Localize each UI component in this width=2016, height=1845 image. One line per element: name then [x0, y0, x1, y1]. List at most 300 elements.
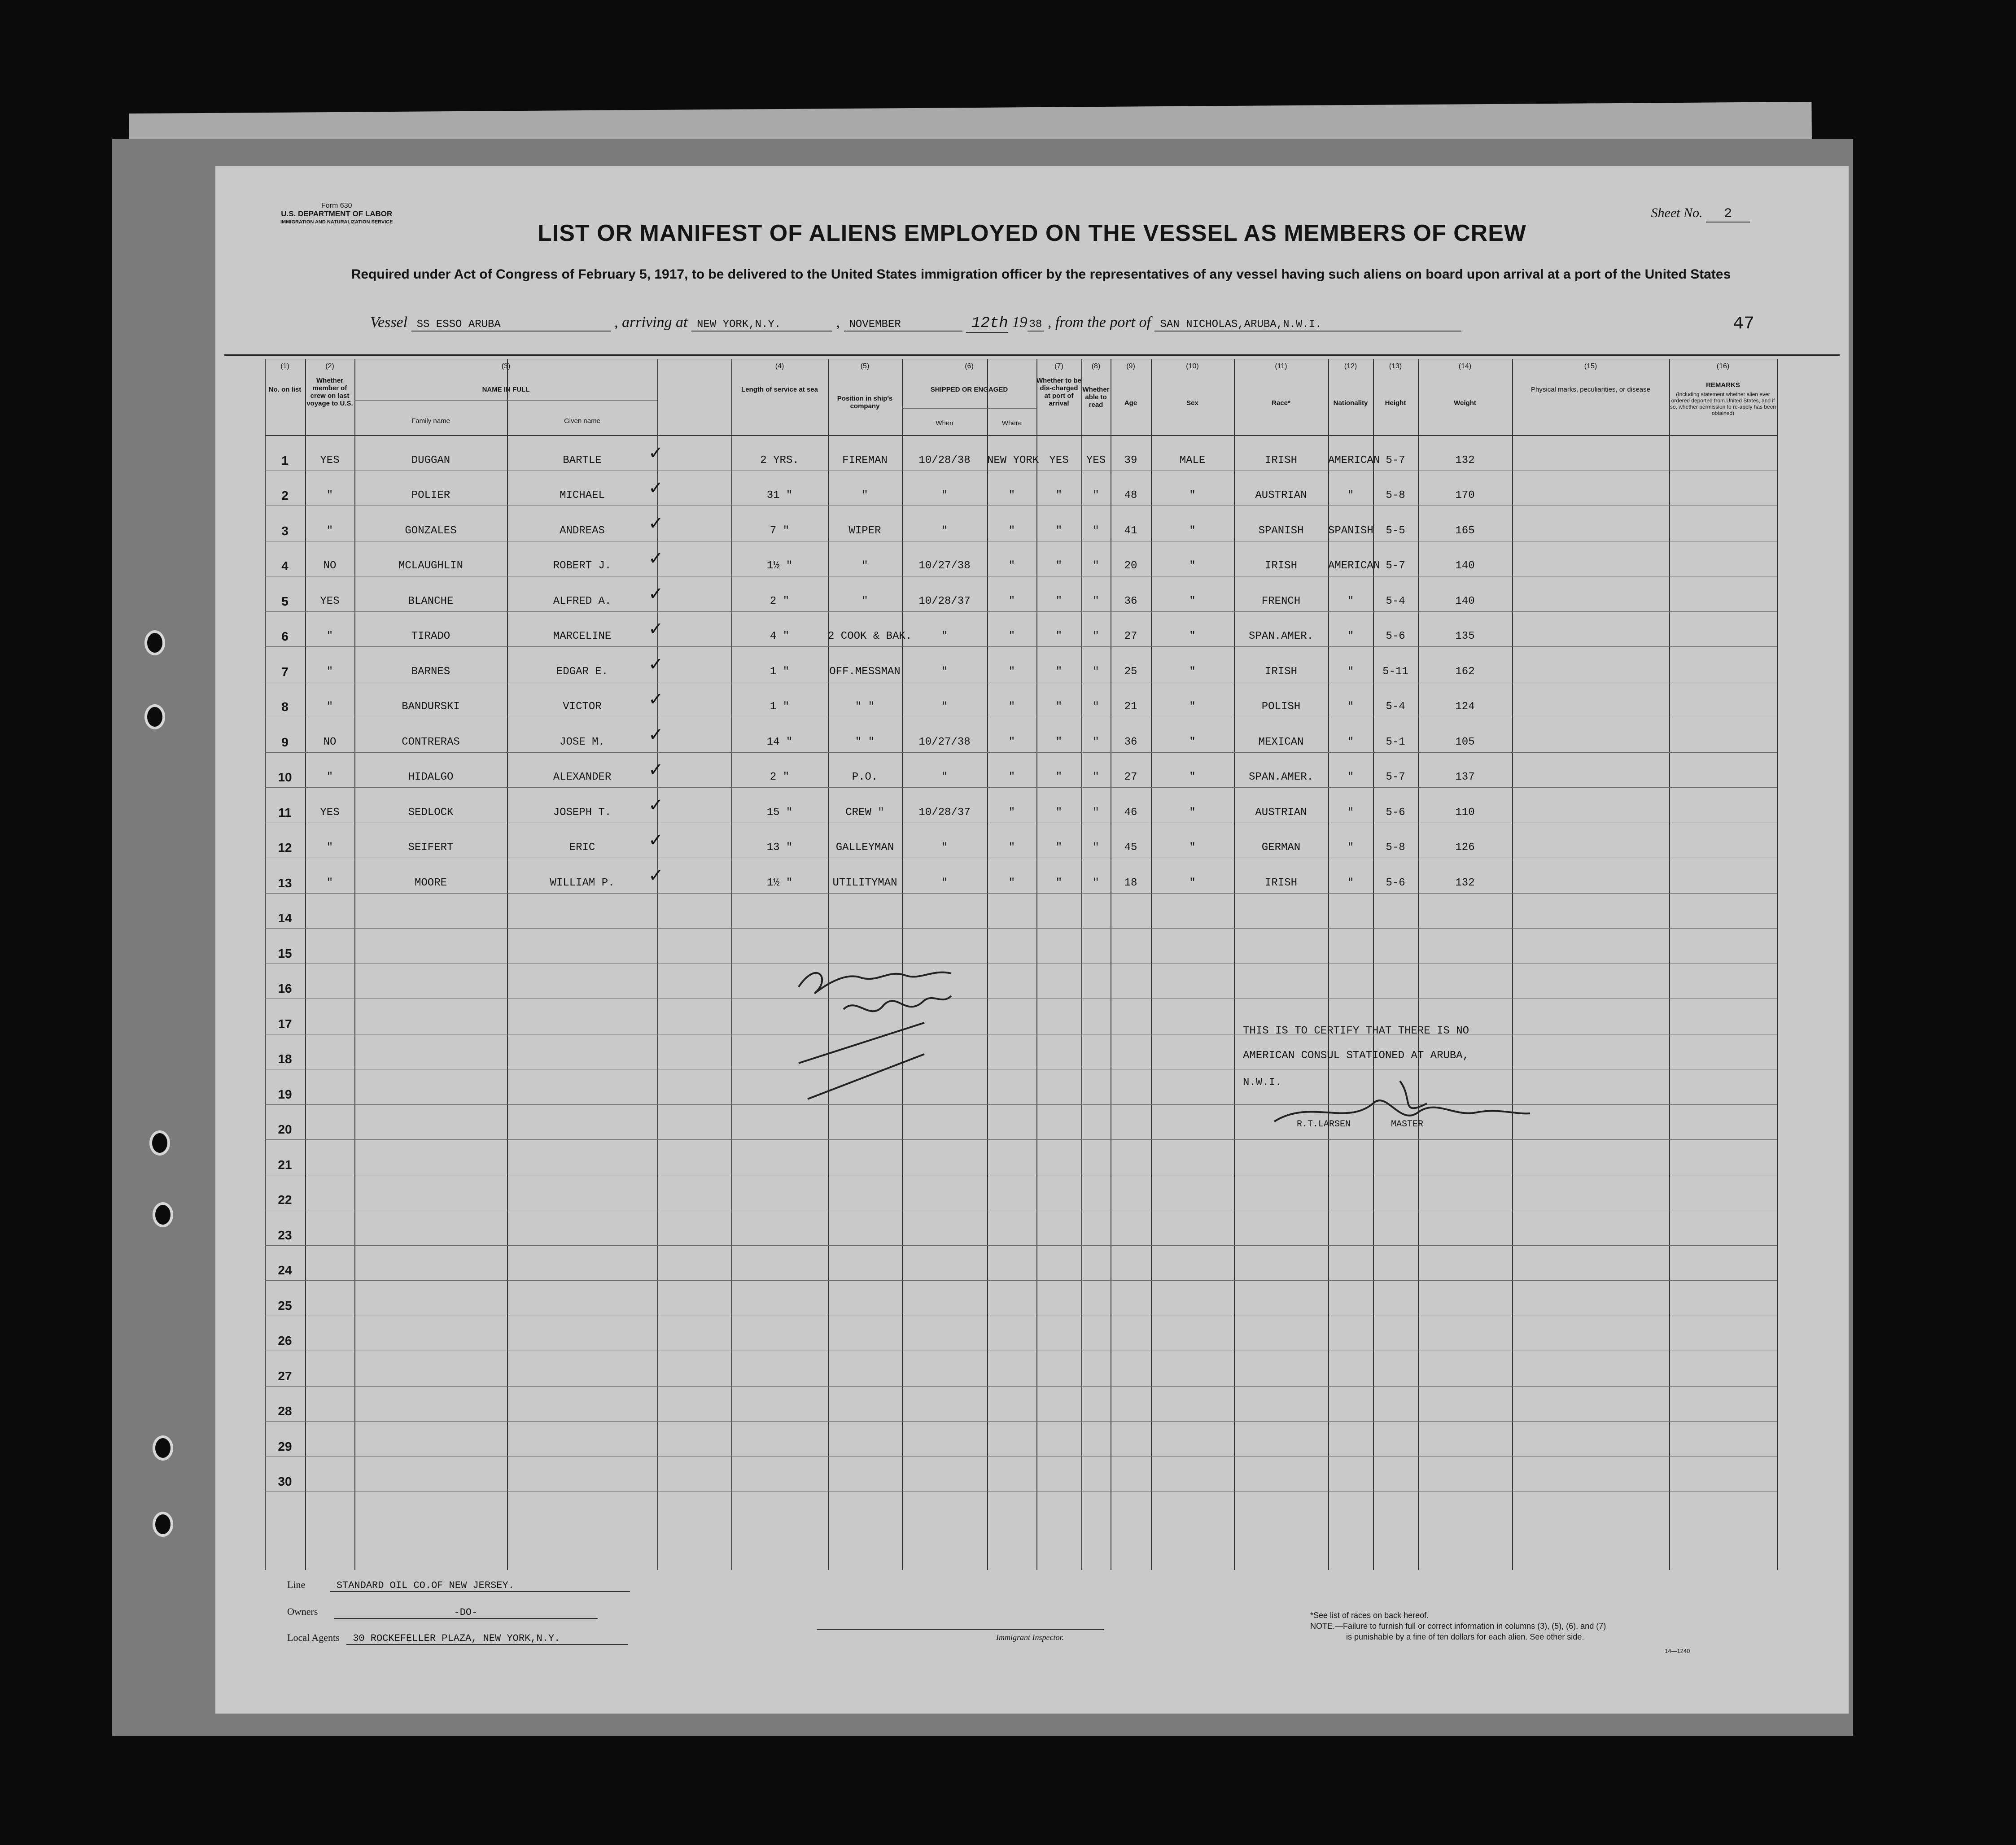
crew-cell-weight: 162	[1455, 665, 1475, 678]
crew-cell-sex: "	[1189, 701, 1196, 713]
crew-table	[265, 359, 1777, 1570]
crew-cell-age: 45	[1124, 842, 1137, 854]
column-number: (5)	[860, 362, 870, 370]
crew-cell-when: "	[941, 524, 948, 537]
check-mark-icon: ✓	[648, 830, 664, 851]
check-mark-icon: ✓	[648, 478, 664, 498]
arrival-month: NOVEMBER	[844, 318, 962, 331]
races-note: *See list of races on back hereof.	[1310, 1611, 1429, 1620]
crew-cell-service: 2 YRS.	[760, 454, 799, 467]
crew-cell-height: 5-8	[1386, 842, 1405, 854]
column-number: (14)	[1458, 362, 1472, 370]
row-number: 16	[278, 981, 292, 995]
crew-cell-position: P.O.	[852, 771, 878, 783]
crew-cell-where: "	[1008, 630, 1015, 642]
header-given-name: Given name	[564, 417, 600, 425]
crew-cell-race: POLISH	[1261, 701, 1301, 713]
crew-cell-family: BLANCHE	[408, 595, 454, 607]
crew-cell-position: "	[862, 560, 868, 572]
crew-cell-nat: "	[1347, 806, 1354, 819]
crew-cell-disch: "	[1055, 560, 1063, 572]
header-weight: Weight	[1454, 399, 1476, 407]
crew-cell-height: 5-1	[1386, 736, 1405, 748]
crew-cell-family: TIRADO	[411, 630, 450, 642]
master-title: MASTER	[1391, 1119, 1424, 1130]
crew-cell-service: 15 "	[766, 806, 793, 819]
penalty-note-2: is punishable by a fine of ten dollars for each alien. See other side.	[1346, 1632, 1584, 1641]
crew-cell-given: JOSE M.	[560, 736, 605, 748]
row-number: 3	[281, 523, 289, 538]
column-number: (13)	[1389, 362, 1402, 370]
row-number: 26	[278, 1334, 292, 1348]
check-mark-icon: ✓	[648, 442, 664, 463]
header-age: Age	[1124, 399, 1137, 407]
header-length-service: Length of service at sea	[741, 386, 818, 393]
binder-hole	[153, 1435, 173, 1461]
row-number: 27	[278, 1369, 292, 1383]
crew-cell-where: "	[1008, 560, 1015, 572]
crew-cell-disch: "	[1055, 630, 1063, 642]
crew-cell-disch: "	[1055, 877, 1063, 889]
crew-cell-service: 31 "	[766, 489, 793, 502]
master-name: R.T.LARSEN	[1297, 1119, 1351, 1130]
voyage-line: Vessel SS ESSO ARUBA , arriving at NEW YORK,N.Y. , NOVEMBER 12th 19 38 , from the port of SAN NICHOLAS,ARUBA,N.W.I.	[370, 314, 1797, 333]
crew-cell-service: 14 "	[766, 736, 793, 748]
row-number: 9	[281, 735, 289, 749]
agents-value: 30 ROCKEFELLER PLAZA, NEW YORK,N.Y.	[346, 1633, 628, 1645]
crew-cell-read: "	[1093, 524, 1099, 537]
crew-cell-nat: "	[1347, 877, 1354, 889]
header-nationality: Nationality	[1333, 399, 1368, 407]
crew-cell-read: "	[1093, 560, 1099, 572]
crew-cell-sex: MALE	[1179, 454, 1206, 467]
crew-cell-position: "	[862, 489, 868, 502]
crew-cell-read: "	[1093, 771, 1099, 783]
crew-cell-position: GALLEYMAN	[835, 842, 894, 854]
header-last-voyage: Whether member of crew on last voyage to U.S.	[306, 377, 353, 407]
crew-cell-family: SEIFERT	[408, 842, 454, 854]
crew-cell-service: 2 "	[770, 595, 790, 607]
crew-cell-sex: "	[1189, 842, 1196, 854]
crew-cell-where: "	[1008, 771, 1015, 783]
crew-cell-race: AUSTRIAN	[1255, 489, 1307, 502]
row-number: 18	[278, 1052, 292, 1066]
crew-cell-when: "	[941, 489, 948, 502]
crew-cell-read: YES	[1086, 454, 1106, 467]
crew-cell-when: 10/28/37	[918, 806, 971, 819]
crew-cell-weight: 165	[1455, 524, 1475, 537]
row-number: 30	[278, 1474, 292, 1488]
crew-cell-prev: "	[326, 630, 333, 642]
crew-cell-given: ANDREAS	[560, 524, 605, 537]
row-number: 28	[278, 1404, 292, 1418]
crew-cell-where: "	[1008, 595, 1015, 607]
crew-cell-when: "	[941, 877, 948, 889]
crew-cell-disch: "	[1055, 489, 1063, 502]
crew-cell-sex: "	[1189, 630, 1196, 642]
crew-cell-where: "	[1008, 524, 1015, 537]
crew-cell-prev: NO	[323, 736, 337, 748]
row-number: 17	[278, 1016, 292, 1031]
crew-cell-race: SPAN.AMER.	[1248, 630, 1314, 642]
row-number: 21	[278, 1157, 292, 1172]
crew-cell-race: GERMAN	[1261, 842, 1301, 854]
crew-cell-given: ALEXANDER	[553, 771, 612, 783]
row-number: 7	[281, 664, 289, 679]
vessel-label: Vessel	[370, 314, 408, 331]
crew-cell-when: "	[941, 665, 948, 678]
header-discharged: Whether to be dis-charged at port of arrival	[1036, 377, 1081, 407]
from-label: , from the port of	[1047, 314, 1151, 331]
crew-cell-sex: "	[1189, 771, 1196, 783]
column-number: (7)	[1054, 362, 1063, 370]
row-number: 1	[281, 453, 289, 467]
header-name-in-full: NAME IN FULL	[482, 386, 530, 393]
crew-cell-family: MCLAUGHLIN	[398, 560, 464, 572]
column-number: (4)	[775, 362, 784, 370]
header-family-name: Family name	[411, 417, 450, 425]
row-number: 11	[278, 805, 292, 820]
header-remarks-note: (Including statement whether alien ever ordered deported from United States, and if so, whether permission to re-apply has been obtained)	[1670, 391, 1776, 416]
check-mark-icon: ✓	[648, 689, 664, 710]
column-number: (11)	[1275, 362, 1287, 370]
crew-cell-prev: NO	[323, 560, 337, 572]
row-number: 15	[278, 946, 292, 960]
crew-cell-disch: "	[1055, 806, 1063, 819]
arrival-year: 38	[1028, 318, 1044, 331]
crew-cell-nat: "	[1347, 665, 1354, 678]
crew-cell-race: SPAN.AMER.	[1248, 771, 1314, 783]
crew-cell-read: "	[1093, 877, 1099, 889]
crew-cell-age: 41	[1124, 524, 1137, 537]
line-value: STANDARD OIL CO.OF NEW JERSEY.	[330, 1580, 630, 1592]
crew-cell-age: 18	[1124, 877, 1137, 889]
certification-line-2: AMERICAN CONSUL STATIONED AT ARUBA,	[1243, 1050, 1469, 1062]
crew-cell-given: EDGAR E.	[556, 665, 608, 678]
crew-cell-service: 13 "	[766, 842, 793, 854]
crew-cell-height: 5-7	[1386, 454, 1405, 467]
crew-cell-position: "	[862, 595, 868, 607]
crew-cell-weight: 110	[1455, 806, 1475, 819]
crew-cell-service: 1 "	[770, 665, 790, 678]
crew-cell-disch: "	[1055, 842, 1063, 854]
crew-cell-nat: "	[1347, 489, 1354, 502]
inspector-signature-line	[817, 1629, 1104, 1630]
agents-label: Local Agents	[287, 1632, 340, 1643]
crew-cell-family: POLIER	[411, 489, 450, 502]
row-number: 25	[278, 1298, 292, 1313]
binder-hole	[153, 1512, 173, 1537]
crew-cell-race: IRISH	[1264, 877, 1297, 889]
print-code: 14—1240	[1665, 1648, 1690, 1654]
crew-cell-race: SPANISH	[1258, 524, 1304, 537]
crew-cell-position: OFF.MESSMAN	[829, 665, 901, 678]
crew-cell-sex: "	[1189, 560, 1196, 572]
certification-line-3: N.W.I.	[1243, 1077, 1282, 1089]
check-mark-icon: ✓	[648, 724, 664, 745]
crew-cell-service: 1½ "	[766, 877, 793, 889]
column-number: (8)	[1091, 362, 1101, 370]
crew-cell-when: "	[941, 842, 948, 854]
row-number: 14	[278, 911, 292, 925]
column-number: (16)	[1716, 362, 1730, 370]
header-position: Position in ship's company	[837, 395, 893, 410]
check-mark-icon: ✓	[648, 548, 664, 569]
binder-hole	[149, 1130, 170, 1156]
crew-cell-given: WILLIAM P.	[550, 877, 615, 889]
crew-cell-prev: "	[326, 665, 333, 678]
crew-cell-disch: "	[1055, 701, 1063, 713]
check-mark-icon: ✓	[648, 865, 664, 886]
departure-port: SAN NICHOLAS,ARUBA,N.W.I.	[1154, 318, 1461, 331]
inspector-signature	[790, 951, 978, 1130]
crew-cell-when: "	[941, 630, 948, 642]
crew-cell-position: UTILITYMAN	[832, 877, 897, 889]
crew-cell-prev: "	[326, 489, 333, 502]
crew-cell-race: IRISH	[1264, 665, 1297, 678]
crew-cell-given: ALFRED A.	[553, 595, 612, 607]
binder-hole	[144, 630, 165, 655]
crew-cell-prev: "	[326, 842, 333, 854]
year-prefix: 19	[1012, 314, 1028, 331]
crew-cell-where: "	[1008, 842, 1015, 854]
row-number: 22	[278, 1193, 292, 1207]
crew-cell-position: 2 COOK & BAK.	[828, 630, 912, 642]
crew-cell-when: "	[941, 771, 948, 783]
sheet-number-label: Sheet No.	[1651, 205, 1703, 220]
crew-cell-read: "	[1093, 595, 1099, 607]
binder-hole	[144, 704, 165, 729]
crew-cell-weight: 140	[1455, 595, 1475, 607]
header-where: Where	[1001, 419, 1022, 427]
check-mark-icon: ✓	[648, 619, 664, 639]
crew-cell-weight: 137	[1455, 771, 1475, 783]
row-number: 24	[278, 1263, 292, 1277]
check-mark-icon: ✓	[648, 513, 664, 534]
crew-cell-given: BARTLE	[563, 454, 602, 467]
sheet-number	[1651, 205, 1750, 222]
department-name: U.S. DEPARTMENT OF LABOR	[281, 209, 393, 218]
crew-cell-family: DUGGAN	[411, 454, 450, 467]
crew-cell-read: "	[1093, 489, 1099, 502]
header-remarks: REMARKS	[1706, 381, 1740, 389]
header-able-read: Whether able to read	[1082, 386, 1110, 409]
crew-cell-race: IRISH	[1264, 560, 1297, 572]
crew-cell-where: NEW YORK	[987, 454, 1039, 467]
crew-cell-family: BARNES	[411, 665, 450, 678]
crew-cell-read: "	[1093, 842, 1099, 854]
crew-cell-when: 10/28/38	[918, 454, 971, 467]
crew-cell-weight: 132	[1455, 877, 1475, 889]
crew-cell-nat: AMERICAN	[1328, 454, 1380, 467]
crew-cell-disch: "	[1055, 524, 1063, 537]
crew-cell-service: 1 "	[770, 701, 790, 713]
column-number: (1)	[280, 362, 289, 370]
crew-cell-height: 5-5	[1386, 524, 1405, 537]
header-height: Height	[1385, 399, 1406, 407]
crew-cell-race: AUSTRIAN	[1255, 806, 1307, 819]
crew-cell-height: 5-6	[1386, 806, 1405, 819]
crew-cell-family: MOORE	[414, 877, 447, 889]
column-number: (12)	[1344, 362, 1357, 370]
crew-cell-position: " "	[855, 701, 875, 713]
column-number: (6)	[965, 362, 974, 370]
binder-hole	[153, 1202, 173, 1227]
check-mark-icon: ✓	[648, 654, 664, 675]
crew-cell-family: GONZALES	[405, 524, 457, 537]
footer-line	[287, 1579, 630, 1592]
page-title: LIST OR MANIFEST OF ALIENS EMPLOYED ON THE VESSEL AS MEMBERS OF CREW	[538, 220, 1526, 246]
header-physical-marks: Physical marks, peculiarities, or disease	[1531, 386, 1650, 393]
crew-cell-given: ROBERT J.	[553, 560, 612, 572]
check-mark-icon: ✓	[648, 583, 664, 604]
check-mark-icon: ✓	[648, 759, 664, 780]
crew-cell-race: MEXICAN	[1258, 736, 1304, 748]
crew-cell-given: VICTOR	[563, 701, 602, 713]
crew-cell-age: 36	[1124, 736, 1137, 748]
crew-cell-disch: "	[1055, 595, 1063, 607]
column-number: (15)	[1584, 362, 1597, 370]
page-subtitle: Required under Act of Congress of February 5, 1917, to be delivered to the United States immigration officer by the representatives of any vessel having such aliens on board upon arrival at a port of the United States	[351, 267, 1731, 282]
crew-cell-family: HIDALGO	[408, 771, 454, 783]
crew-cell-where: "	[1008, 877, 1015, 889]
crew-cell-nat: "	[1347, 630, 1354, 642]
column-number: (9)	[1126, 362, 1135, 370]
arrival-day: 12th	[966, 315, 1008, 333]
row-number: 10	[278, 770, 292, 784]
penalty-note-1: NOTE.—Failure to furnish full or correct information in columns (3), (5), (6), and (7)	[1310, 1622, 1606, 1631]
crew-cell-height: 5-7	[1386, 771, 1405, 783]
row-number: 13	[278, 876, 292, 890]
crew-cell-weight: 140	[1455, 560, 1475, 572]
vessel-name: SS ESSO ARUBA	[411, 318, 611, 331]
crew-cell-age: 46	[1124, 806, 1137, 819]
sheet-number-value: 2	[1706, 206, 1750, 222]
crew-cell-nat: "	[1347, 842, 1354, 854]
form-number: Form 630	[321, 202, 352, 209]
crew-cell-age: 20	[1124, 560, 1137, 572]
crew-cell-height: 5-7	[1386, 560, 1405, 572]
crew-cell-nat: "	[1347, 736, 1354, 748]
row-number: 12	[278, 841, 292, 855]
crew-cell-sex: "	[1189, 489, 1196, 502]
crew-cell-disch: "	[1055, 771, 1063, 783]
crew-cell-read: "	[1093, 806, 1099, 819]
crew-cell-prev: "	[326, 524, 333, 537]
crew-cell-sex: "	[1189, 736, 1196, 748]
crew-cell-disch: "	[1055, 665, 1063, 678]
owners-value: -DO-	[334, 1607, 598, 1619]
crew-cell-age: 25	[1124, 665, 1137, 678]
crew-cell-read: "	[1093, 630, 1099, 642]
footer-agents	[287, 1632, 628, 1645]
crew-cell-height: 5-6	[1386, 877, 1405, 889]
crew-cell-given: MARCELINE	[553, 630, 612, 642]
crew-cell-age: 39	[1124, 454, 1137, 467]
crew-cell-family: CONTRERAS	[402, 736, 460, 748]
manifest-sheet	[215, 166, 1849, 1714]
crew-cell-service: 7 "	[770, 524, 790, 537]
crew-cell-when: "	[941, 701, 948, 713]
crew-cell-given: JOSEPH T.	[553, 806, 612, 819]
page-number: 47	[1732, 314, 1754, 334]
crew-cell-sex: "	[1189, 665, 1196, 678]
crew-cell-service: 4 "	[770, 630, 790, 642]
crew-cell-when: 10/27/38	[918, 736, 971, 748]
header-when: When	[936, 419, 953, 427]
crew-cell-prev: YES	[320, 595, 340, 607]
crew-cell-weight: 170	[1455, 489, 1475, 502]
service-name: IMMIGRATION AND NATURALIZATION SERVICE	[280, 219, 393, 225]
crew-cell-where: "	[1008, 806, 1015, 819]
header-rule	[224, 354, 1840, 356]
crew-cell-given: ERIC	[569, 842, 595, 854]
header-race: Race*	[1272, 399, 1290, 407]
crew-cell-weight: 124	[1455, 701, 1475, 713]
crew-cell-sex: "	[1189, 877, 1196, 889]
crew-cell-height: 5-4	[1386, 595, 1405, 607]
crew-cell-disch: YES	[1049, 454, 1069, 467]
row-number: 19	[278, 1087, 292, 1101]
crew-cell-weight: 126	[1455, 842, 1475, 854]
crew-cell-race: FRENCH	[1261, 595, 1301, 607]
crew-cell-position: CREW "	[845, 806, 884, 819]
owners-label: Owners	[287, 1606, 318, 1617]
crew-cell-read: "	[1093, 736, 1099, 748]
crew-cell-position: WIPER	[848, 524, 881, 537]
row-number: 4	[281, 559, 289, 573]
header-no-on-list: No. on list	[268, 386, 302, 393]
crew-cell-prev: YES	[320, 806, 340, 819]
crew-cell-family: BANDURSKI	[402, 701, 460, 713]
crew-cell-nat: SPANISH	[1328, 524, 1373, 537]
line-label: Line	[287, 1579, 306, 1590]
crew-cell-height: 5-4	[1386, 701, 1405, 713]
footer-owners	[287, 1606, 598, 1619]
crew-cell-where: "	[1008, 701, 1015, 713]
row-number: 20	[278, 1122, 292, 1136]
certification-line-1: THIS IS TO CERTIFY THAT THERE IS NO	[1243, 1025, 1469, 1037]
row-number: 6	[281, 629, 289, 643]
crew-cell-given: MICHAEL	[560, 489, 605, 502]
crew-cell-prev: "	[326, 701, 333, 713]
crew-cell-service: 2 "	[770, 771, 790, 783]
crew-cell-age: 36	[1124, 595, 1137, 607]
crew-cell-weight: 132	[1455, 454, 1475, 467]
crew-cell-height: 5-6	[1386, 630, 1405, 642]
crew-cell-height: 5-11	[1382, 665, 1408, 678]
crew-cell-nat: "	[1347, 771, 1354, 783]
crew-cell-weight: 135	[1455, 630, 1475, 642]
header-shipped-engaged: SHIPPED OR ENGAGED	[930, 386, 1008, 393]
crew-cell-disch: "	[1055, 736, 1063, 748]
crew-cell-age: 27	[1124, 630, 1137, 642]
crew-cell-position: FIREMAN	[842, 454, 888, 467]
row-number: 2	[281, 489, 289, 502]
crew-cell-nat: "	[1347, 595, 1354, 607]
column-number: (3)	[501, 362, 511, 370]
crew-cell-sex: "	[1189, 595, 1196, 607]
crew-cell-nat: "	[1347, 701, 1354, 713]
row-number: 5	[281, 594, 289, 608]
crew-cell-age: 48	[1124, 489, 1137, 502]
crew-cell-age: 27	[1124, 771, 1137, 783]
crew-cell-read: "	[1093, 665, 1099, 678]
crew-cell-height: 5-8	[1386, 489, 1405, 502]
crew-cell-when: 10/28/37	[918, 595, 971, 607]
crew-cell-age: 21	[1124, 701, 1137, 713]
crew-cell-prev: YES	[320, 454, 340, 467]
